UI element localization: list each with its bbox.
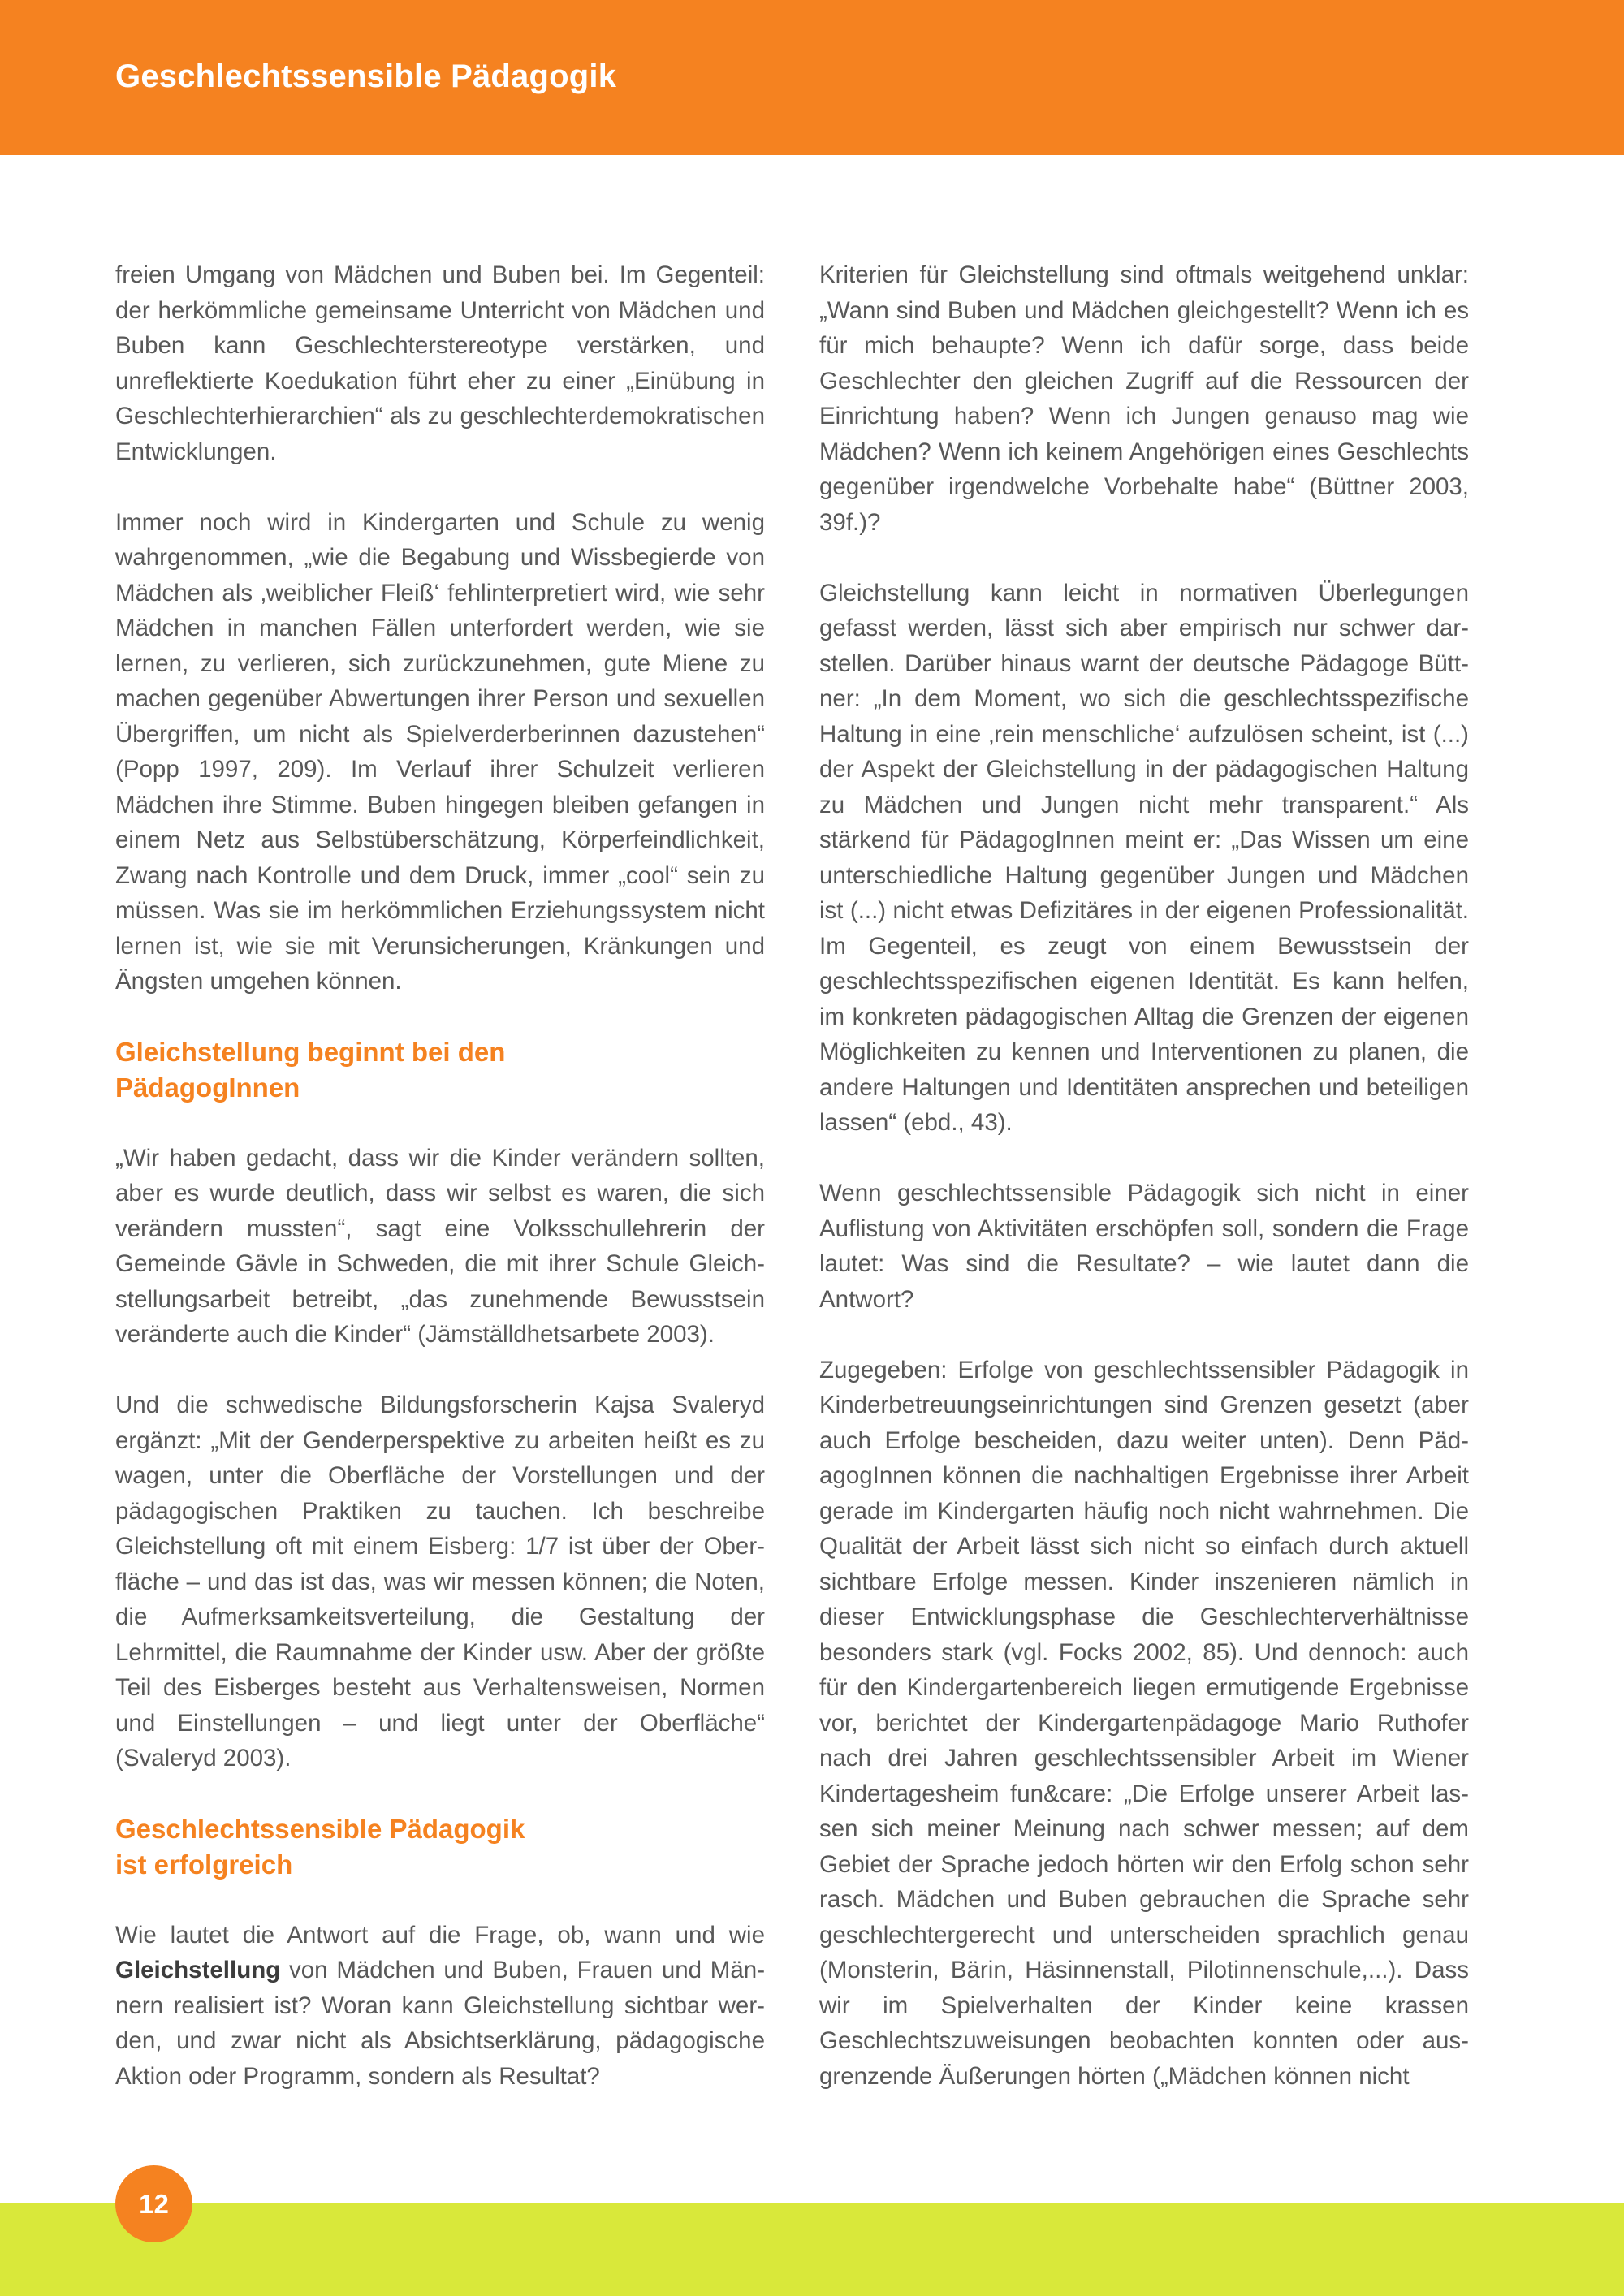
section-heading-line: Gleichstellung beginnt bei den xyxy=(115,1037,506,1067)
section-heading xyxy=(115,1034,765,1105)
paragraph xyxy=(115,1918,765,2095)
bold-term: Gleichstellung xyxy=(115,1957,281,1983)
page-number: 12 xyxy=(139,2188,169,2219)
section-heading-line: ist erfolgreich xyxy=(115,1849,293,1880)
paragraph: „Wir haben gedacht, dass wir die Kinder verändern sollten, aber es wurde deutlich, dass wir selbst es waren, die sich verändern mussten“, sagt eine Volksschullehrerin der Gemeinde Gävle in Schweden, die mit ihrer Schule Gleichstellungsarbeit betreibt, „das zunehmende Bewusstsein veränderte auch die Kinder“ (Jämställdhetsarbete 2003). xyxy=(115,1144,765,1348)
paragraph: freien Umgang von Mädchen und Buben bei. Im Gegenteil: der herkömmliche gemeinsame Unterricht von Mädchen und Buben kann Geschlechterstereotype verstärken, und unreflektierte Koedukation führt eher zu einer „Einübung in Geschlechterhierarchien“ als zu geschlechterdemokratischen Entwicklungen. xyxy=(115,261,765,465)
paragraph: Zugegeben: Erfolge von geschlechtssensibler Pädagogik in Kinderbetreuungseinrichtungen sind Grenzen gesetzt (aber auch Erfolge bescheiden, dazu weiter unten). Denn PädagogInnen können die nachhaltigen Ergebnisse ihrer Arbeit gerade im Kindergarten häufig noch nicht wahrnehmen. Die Qualität der Arbeit lässt sich nicht so einfach durch aktuell sichtbare Erfolge messen. Kinder inszenieren nämlich in dieser Entwicklungsphase die Geschlechterverhältnisse besonders stark (vgl. Focks 2002, 85). Und dennoch: auch für den Kindergartenbereich liegen ermutigende Ergebnisse vor, berichtet der Kindergartenpädagoge Mario Ruthofer nach drei Jahren geschlechtssensibler Arbeit im Wiener Kindertagesheim fun&care: „Die Erfolge unserer Arbeit lassen sich meiner Meinung nach schwer messen; auf dem Gebiet der Sprache jedoch hörten wir den Erfolg schon sehr rasch. Mädchen und Buben gebrauchen die Sprache sehr geschlechtergerecht und unterscheiden sprachlich genau (Monsterin, Bärin, Häsinnenstall, Pilotinnenschule,...). Dass wir im Spielverhalten der Kinder keine krassen Geschlechtszuweisungen beobachten konnten oder ausgrenzende Äußerungen hörten („Mädchen können nicht xyxy=(819,1356,1469,2090)
paragraph: Kriterien für Gleichstellung sind oftmals weitgehend unklar: „Wann sind Buben und Mädchen gleichgestellt? Wenn ich es für mich behaupte? Wenn ich dafür sorge, dass beide Geschlechter den gleichen Zugriff auf die Ressourcen der Einrichtung haben? Wenn ich Jungen genauso mag wie Mädchen? Wenn ich keinem Angehörigen eines Geschlechts gegenüber irgendwelche Vorbehalte habe“ (Büttner 2003, 39f.)? xyxy=(819,261,1469,536)
section-heading-line: Geschlechtssensible Pädagogik xyxy=(115,1814,525,1844)
paragraph: Gleichstellung kann leicht in normativen Überlegungen gefasst werden, lässt sich aber empirisch nur schwer darstellen. Darüber hinaus warnt der deutsche Pädagoge Büttner: „In dem Moment, wo sich die geschlechtsspezifische Haltung in eine ‚rein menschliche‘ aufzulösen scheint, ist (...) der Aspekt der Gleichstellung in der pädagogischen Haltung zu Mädchen und Jungen nicht mehr transparent.“ Als stärkend für PädagogInnen meint er: „Das Wissen um eine unterschiedliche Haltung gegenüber Jungen und Mädchen ist (...) nicht etwas Defizitäres in der eigenen Professionalität. Im Gegenteil, es zeugt von einem Bewusstsein der geschlechtsspezifischen eigenen Identität. Es kann helfen, im konkreten pädagogischen Alltag die Grenzen der eigenen Möglichkeiten zu kennen und Interventionen zu planen, die andere Haltungen und Identitäten ansprechen und beteiligen lassen“ (ebd., 43). xyxy=(819,579,1469,1136)
paragraph: Immer noch wird in Kindergarten und Schule zu wenig wahrgenommen, „wie die Begabung und Wissbegierde von Mädchen als ‚weiblicher Fleiß‘ fehlinterpretiert wird, wie sehr Mädchen in manchen Fällen unterfordert werden, wie sie lernen, zu verlieren, sich zurückzunehmen, gute Miene zu machen gegenüber Abwertungen ihrer Person und sexuellen Übergriffen, um nicht als Spielverderberinnen dazustehen“ (Popp 1997, 209). Im Verlauf ihrer Schulzeit verlieren Mädchen ihre Stimme. Buben hingegen bleiben gefangen in einem Netz aus Selbstüberschätzung, Körperfeindlichkeit, Zwang nach Kontrolle und dem Druck, immer „cool“ sein zu müssen. Was sie im herkömmlichen Erziehungssystem nicht lernen ist, wie sie mit Verunsicherungen, Kränkungen und Ängsten umgehen können. xyxy=(115,508,765,995)
right-column xyxy=(819,257,1469,2094)
section-heading xyxy=(115,1811,765,1882)
page-title: Geschlechtssensible Pädagogik xyxy=(115,58,617,94)
paragraph: Wenn geschlechtssensible Pädagogik sich nicht in einer Auflistung von Aktivitäten erschöpfen soll, sondern die Frage lautet: Was sind die Resultate? – wie lautet dann die Antwort? xyxy=(819,1180,1469,1313)
page-number-badge xyxy=(115,2165,192,2242)
section-heading-line: PädagogInnen xyxy=(115,1072,300,1103)
footer-band xyxy=(0,2203,1624,2296)
text-run: Wie lautet die Antwort auf die Frage, ob, wann und wie xyxy=(115,1921,765,1949)
left-column xyxy=(115,257,765,2094)
text-run: von Mädchen und Buben, Frauen und Männern realisiert ist? Woran kann Gleichstellung sichtbar werden, und zwar nicht als Absichtserklärung, pädagogische Aktion oder Programm, sondern als Resultat? xyxy=(115,1957,766,2090)
paragraph: Und die schwedische Bildungsforscherin Kajsa Svaleryd ergänzt: „Mit der Genderperspektive zu arbeiten heißt es zu wagen, unter die Oberfläche der Vorstellungen und der pädagogischen Praktiken zu tauchen. Ich beschreibe Gleichstellung oft mit einem Eisberg: 1/7 ist über der Oberfläche – und das ist das, was wir messen können; die Noten, die Aufmerksamkeitsverteilung, die Gestaltung der Lehrmittel, die Raumnahme der Kinder usw. Aber der größte Teil des Eisberges besteht aus Verhaltensweisen, Normen und Einstellungen – und liegt unter der Oberfläche“ (Svaleryd 2003). xyxy=(115,1392,765,1772)
